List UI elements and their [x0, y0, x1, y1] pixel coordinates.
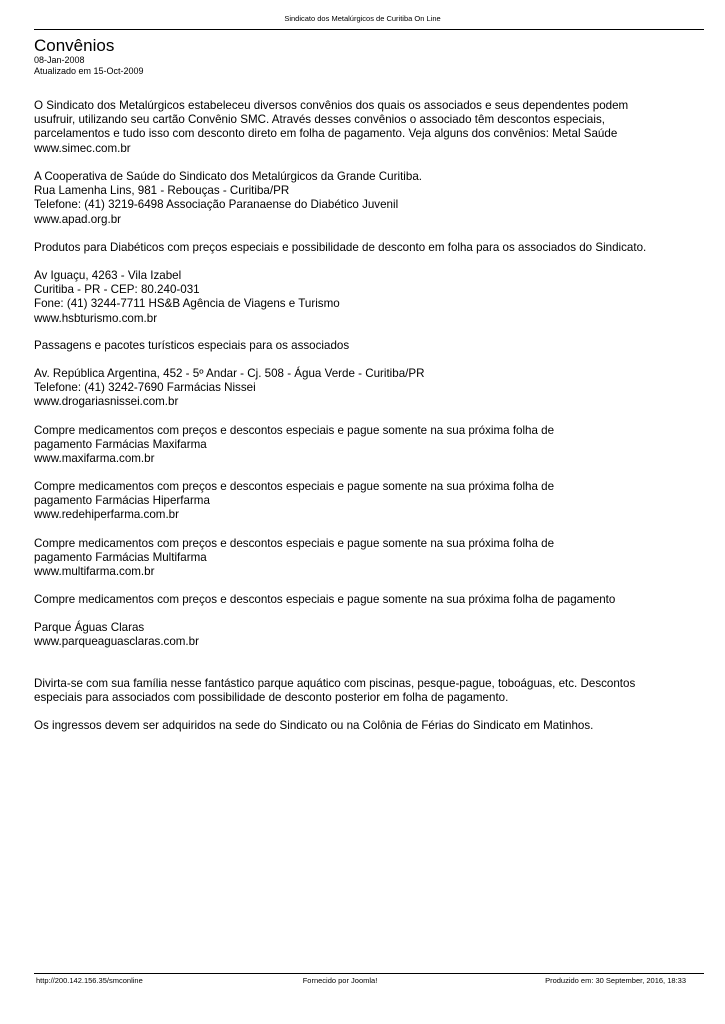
- paragraph: [34, 424, 694, 467]
- paragraph-line: www.redehiperfarma.com.br: [34, 508, 179, 522]
- paragraph-line: www.apad.org.br: [34, 212, 121, 226]
- header-divider: [34, 29, 704, 30]
- paragraph-line: www.maxifarma.com.br: [34, 452, 155, 466]
- paragraph: [34, 480, 694, 523]
- paragraph: [34, 241, 694, 255]
- paragraph-line: Telefone: (41) 3219-6498 Associação Paranaense do Diabético Juvenil: [34, 198, 399, 212]
- paragraph-line: Compre medicamentos com preços e descontos especiais e pague somente na sua próxima folha de: [34, 480, 555, 493]
- paragraph: [34, 367, 694, 410]
- paragraph-line: pagamento Farmácias Hiperfarma: [34, 494, 210, 508]
- footer-url: http://200.142.156.35/smconline: [36, 976, 143, 985]
- paragraph-line: Curitiba - PR - CEP: 80.240-031: [34, 283, 200, 297]
- paragraph-line: www.simec.com.br: [34, 141, 131, 155]
- paragraph-line: www.multifarma.com.br: [34, 565, 155, 579]
- paragraph-line: www.drogariasnissei.com.br: [34, 395, 179, 409]
- paragraph-line: Produtos para Diabéticos com preços especiais e possibilidade de desconto em folha para os associados do Sindicato.: [34, 241, 647, 254]
- paragraph-line: Parque Águas Claras: [34, 621, 145, 634]
- paragraph-line: pagamento Farmácias Multifarma: [34, 551, 207, 565]
- paragraph: [34, 269, 694, 326]
- paragraph-line: Compre medicamentos com preços e descontos especiais e pague somente na sua próxima folha de: [34, 424, 555, 437]
- footer-generated-date: Produzido em: 30 September, 2016, 18:33: [545, 976, 686, 985]
- paragraph-line: Av. República Argentina, 452 - 5º Andar - Cj. 508 - Água Verde - Curitiba/PR: [34, 367, 425, 380]
- paragraph-line: Compre medicamentos com preços e descontos especiais e pague somente na sua próxima folha de pagamento: [34, 593, 616, 606]
- footer-powered-by: Fornecido por Joomla!: [302, 976, 378, 985]
- footer-divider: [34, 973, 704, 974]
- paragraph: [34, 593, 694, 607]
- paragraph-line: parcelamentos e tudo isso com desconto direto em folha de pagamento. Veja alguns dos convênios: Metal Saúde: [34, 127, 618, 141]
- paragraph-line: Av Iguaçu, 4263 - Vila Izabel: [34, 269, 182, 282]
- article-title: Convênios: [34, 36, 115, 55]
- paragraph: [34, 537, 694, 580]
- paragraph-line: Os ingressos devem ser adquiridos na sede do Sindicato ou na Colônia de Férias do Sindicato em Matinhos.: [34, 719, 594, 732]
- paragraph: [34, 621, 694, 649]
- paragraph: [34, 677, 694, 705]
- updated-date: Atualizado em 15-Oct-2009: [34, 66, 144, 76]
- paragraph: [34, 719, 694, 733]
- paragraph: [34, 339, 694, 353]
- site-title-header: Sindicato dos Metalúrgicos de Curitiba On Line: [284, 14, 441, 23]
- paragraph-line: www.hsbturismo.com.br: [34, 311, 158, 325]
- paragraph: [34, 99, 694, 156]
- paragraph-line: pagamento Farmácias Maxifarma: [34, 438, 207, 452]
- paragraph-line: O Sindicato dos Metalúrgicos estabeleceu diversos convênios dos quais os associados e seus dependentes podem: [34, 99, 629, 112]
- paragraph-line: Compre medicamentos com preços e descontos especiais e pague somente na sua próxima folha de: [34, 537, 555, 550]
- paragraph-line: Fone: (41) 3244-7711 HS&B Agência de Viagens e Turismo: [34, 297, 340, 311]
- created-date: 08-Jan-2008: [34, 55, 85, 65]
- paragraph-line: especiais para associados com possibilidade de desconto posterior em folha de pagamento.: [34, 691, 509, 705]
- paragraph-line: usufruir, utilizando seu cartão Convênio SMC. Através desses convênios o associado têm descontos especiais,: [34, 113, 605, 127]
- paragraph-line: Telefone: (41) 3242-7690 Farmácias Nissei: [34, 381, 256, 395]
- paragraph: [34, 170, 694, 227]
- paragraph-line: Rua Lamenha Lins, 981 - Rebouças - Curitiba/PR: [34, 184, 290, 198]
- paragraph-line: Divirta-se com sua família nesse fantástico parque aquático com piscinas, pesque-pague, toboáguas, etc. Descontos: [34, 677, 636, 690]
- paragraph-line: A Cooperativa de Saúde do Sindicato dos Metalúrgicos da Grande Curitiba.: [34, 170, 422, 183]
- paragraph-line: www.parqueaguasclaras.com.br: [34, 635, 199, 649]
- paragraph-line: Passagens e pacotes turísticos especiais para os associados: [34, 339, 350, 352]
